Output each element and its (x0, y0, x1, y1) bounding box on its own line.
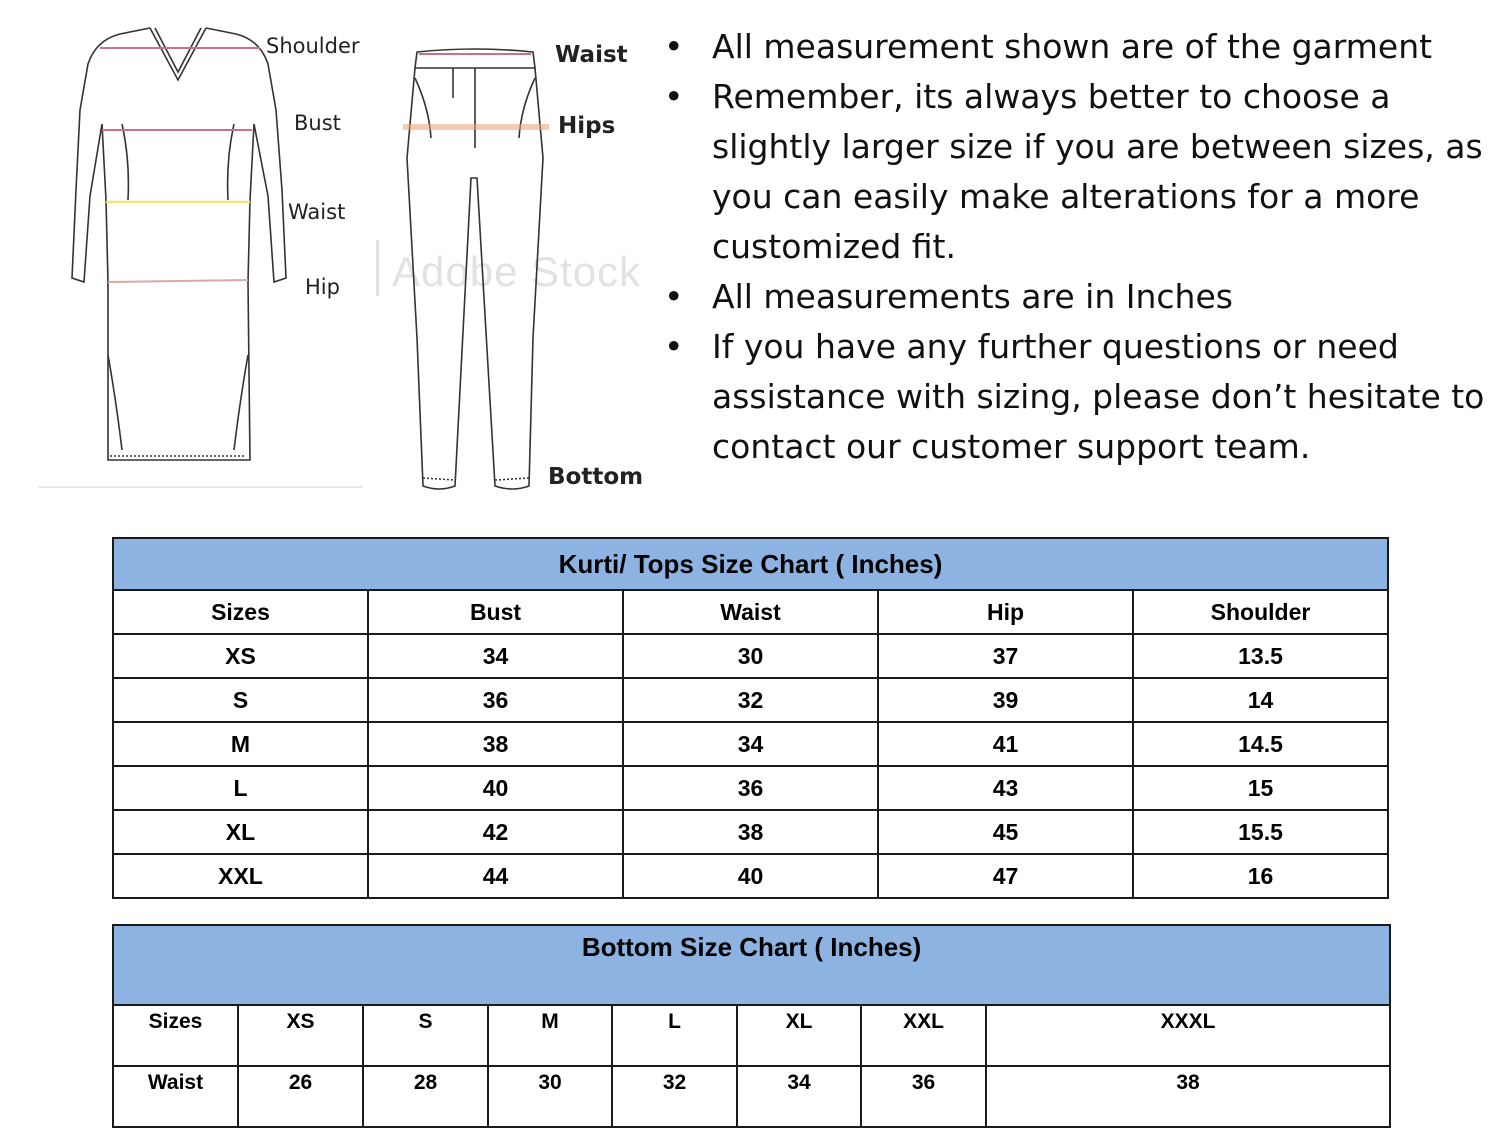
watermark-text: Adobe Stock (392, 248, 642, 295)
table-cell: 45 (878, 810, 1133, 854)
table-row (113, 722, 1388, 766)
table-cell: 15.5 (1133, 810, 1388, 854)
table-cell: Sizes (113, 1005, 238, 1066)
table-row (113, 766, 1388, 810)
note-item: • All measurement shown are of the garment (660, 22, 1490, 72)
table-row (113, 854, 1388, 898)
kurti-chart-title: Kurti/ Tops Size Chart ( Inches) (113, 538, 1388, 590)
column-header: Shoulder (1133, 590, 1388, 634)
column-header: Waist (623, 590, 878, 634)
table-cell: 34 (368, 634, 623, 678)
column-header: Hip (878, 590, 1133, 634)
table-cell: 13.5 (1133, 634, 1388, 678)
table-cell: 38 (368, 722, 623, 766)
bottom-chart-title: Bottom Size Chart ( Inches) (113, 925, 1390, 1005)
table-cell: L (113, 766, 368, 810)
table-cell: 47 (878, 854, 1133, 898)
table-cell: 38 (623, 810, 878, 854)
table-cell: 15 (1133, 766, 1388, 810)
kurti-illustration (30, 20, 370, 495)
table-cell: M (113, 722, 368, 766)
table-cell: XS (113, 634, 368, 678)
sizing-notes (660, 22, 1490, 472)
table-cell: 32 (623, 678, 878, 722)
table-cell: 42 (368, 810, 623, 854)
table-cell: 28 (363, 1066, 488, 1127)
table-row (113, 634, 1388, 678)
column-header: Bust (368, 590, 623, 634)
table-cell: Waist (113, 1066, 238, 1127)
kurti-hip-line (108, 280, 248, 282)
table-cell: 40 (623, 854, 878, 898)
table-cell: 36 (623, 766, 878, 810)
table-cell: L (612, 1005, 737, 1066)
table-cell: 38 (986, 1066, 1390, 1127)
table-cell: 41 (878, 722, 1133, 766)
table-cell: 30 (623, 634, 878, 678)
table-cell: XS (238, 1005, 363, 1066)
kurti-size-chart (112, 537, 1389, 899)
table-row (113, 1005, 1390, 1066)
table-cell: 43 (878, 766, 1133, 810)
table-cell: 14 (1133, 678, 1388, 722)
table-cell: 36 (861, 1066, 986, 1127)
table-cell: XL (113, 810, 368, 854)
kurti-label-shoulder: Shoulder (266, 34, 360, 58)
kurti-label-waist: Waist (288, 200, 346, 224)
table-cell: 34 (737, 1066, 861, 1127)
note-item: • All measurements are in Inches (660, 272, 1490, 322)
table-cell: 16 (1133, 854, 1388, 898)
table-row (113, 678, 1388, 722)
table-cell: S (113, 678, 368, 722)
table-cell: 34 (623, 722, 878, 766)
pants-illustration (395, 38, 555, 498)
table-cell: 40 (368, 766, 623, 810)
table-row (113, 810, 1388, 854)
table-cell: 39 (878, 678, 1133, 722)
note-item: • Remember, its always better to choose a slightly larger size if you are between sizes, as you can easily make alterations for a more customized fit. (660, 72, 1490, 272)
pants-label-waist: Waist (555, 42, 628, 68)
table-cell: XXXL (986, 1005, 1390, 1066)
table-cell: XL (737, 1005, 861, 1066)
table-cell: 26 (238, 1066, 363, 1127)
table-header-row (113, 590, 1388, 634)
pants-label-bottom: Bottom (548, 464, 644, 490)
kurti-label-bust: Bust (294, 111, 341, 135)
table-cell: S (363, 1005, 488, 1066)
kurti-label-hip: Hip (305, 275, 340, 299)
table-cell: 14.5 (1133, 722, 1388, 766)
pants-label-hips: Hips (558, 113, 616, 139)
table-cell: XXL (861, 1005, 986, 1066)
watermark-bar (376, 240, 379, 296)
pants-hips-band (403, 124, 549, 130)
table-cell: M (488, 1005, 612, 1066)
bottom-size-chart (112, 924, 1391, 1128)
table-cell: XXL (113, 854, 368, 898)
table-cell: 37 (878, 634, 1133, 678)
table-cell: 30 (488, 1066, 612, 1127)
table-cell: 32 (612, 1066, 737, 1127)
table-cell: 36 (368, 678, 623, 722)
table-row (113, 1066, 1390, 1127)
column-header: Sizes (113, 590, 368, 634)
note-item: • If you have any further questions or need assistance with sizing, please don’t hesitate to contact our customer support team. (660, 322, 1490, 472)
table-cell: 44 (368, 854, 623, 898)
